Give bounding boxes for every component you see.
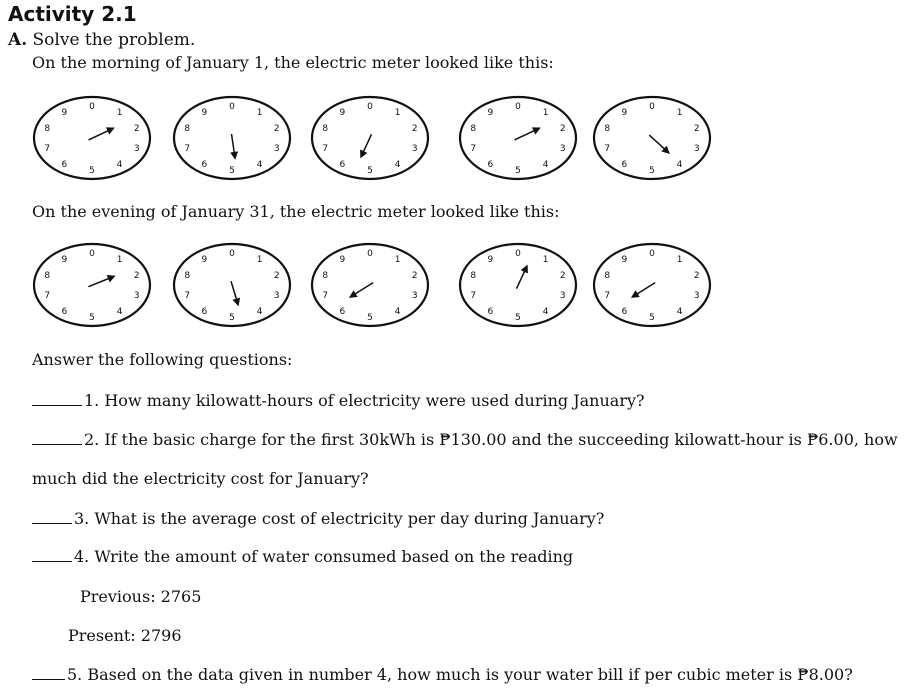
dial-digit: 6 — [339, 159, 346, 170]
dial-digit: 2 — [411, 271, 418, 282]
dial-digit: 5 — [229, 313, 235, 323]
dial-digit: 1 — [676, 255, 683, 266]
dial-digit: 9 — [339, 255, 346, 266]
dial-digit: 4 — [256, 159, 263, 170]
dial-digit: 1 — [116, 255, 123, 266]
dial-digit: 1 — [542, 108, 549, 119]
dial-digit: 1 — [676, 108, 683, 119]
morning-dial-3 — [312, 97, 428, 179]
dial-digit: 9 — [487, 255, 494, 266]
evening-dial-4 — [460, 244, 576, 326]
evening-dial-3 — [312, 244, 428, 326]
dial-digit: 2 — [411, 124, 418, 135]
dial-digit: 4 — [394, 306, 401, 317]
dial-digit: 6 — [339, 306, 346, 317]
dial-digit: 0 — [367, 102, 373, 112]
dial-digit: 6 — [61, 159, 68, 170]
dial-digit: 0 — [229, 102, 235, 112]
dial-digit: 7 — [184, 143, 191, 154]
dial-digit: 7 — [604, 143, 611, 154]
dial-digit: 5 — [649, 313, 655, 323]
dial-digit: 5 — [89, 166, 95, 176]
present-reading: Present: 2796 — [68, 626, 182, 645]
dial-digit: 8 — [184, 271, 191, 282]
dial-digit: 6 — [621, 306, 628, 317]
dial-digit: 6 — [201, 306, 208, 317]
dial-digit: 5 — [515, 166, 521, 176]
dial-digit: 1 — [394, 255, 401, 266]
dial-digit: 2 — [133, 124, 140, 135]
dial-digit: 6 — [201, 159, 208, 170]
question-1-text: 1. How many kilowatt-hours of electricity were used during January? — [84, 391, 645, 410]
morning-dial-4 — [460, 97, 576, 179]
dial-digit: 1 — [256, 255, 263, 266]
evening-dial-5 — [594, 244, 710, 326]
answer-heading: Answer the following questions: — [32, 350, 293, 369]
dial-digit: 3 — [559, 290, 566, 301]
dial-digit: 9 — [61, 255, 68, 266]
dial-digit: 9 — [487, 108, 494, 119]
dial-pointer — [232, 134, 236, 158]
dial-pointer — [633, 283, 656, 297]
dial-digit: 0 — [649, 102, 655, 112]
evening-dial-1 — [34, 244, 150, 326]
dial-digit: 5 — [515, 313, 521, 323]
question-3-text: 3. What is the average cost of electricity per day during January? — [74, 509, 605, 528]
dial-digit: 8 — [322, 271, 329, 282]
dial-digit: 0 — [515, 249, 521, 259]
dial-digit: 7 — [44, 143, 51, 154]
dial-digit: 7 — [470, 143, 477, 154]
dial-digit: 3 — [411, 143, 418, 154]
dial-digit: 4 — [394, 159, 401, 170]
question-5-text: 5. Based on the data given in number 4, how much is your water bill if per cubic meter is ₱8.00? — [67, 665, 853, 684]
dial-digit: 3 — [411, 290, 418, 301]
dial-digit: 9 — [621, 108, 628, 119]
dial-pointer — [231, 281, 238, 304]
question-4-text: 4. Write the amount of water consumed based on the reading — [74, 547, 574, 566]
dial-digit: 7 — [184, 290, 191, 301]
dial-pointer — [517, 266, 527, 288]
dial-digit: 9 — [61, 108, 68, 119]
dial-digit: 2 — [133, 271, 140, 282]
dial-pointer — [515, 128, 540, 140]
dial-digit: 1 — [394, 108, 401, 119]
dial-digit: 9 — [621, 255, 628, 266]
dial-digit: 3 — [693, 290, 700, 301]
dial-digit: 2 — [559, 271, 566, 282]
dial-digit: 7 — [322, 290, 329, 301]
dial-digit: 0 — [649, 249, 655, 259]
dial-digit: 5 — [367, 166, 373, 176]
dial-pointer — [351, 283, 374, 297]
dial-digit: 9 — [201, 108, 208, 119]
dial-digit: 8 — [184, 124, 191, 135]
dial-digit: 4 — [676, 159, 683, 170]
dial-digit: 0 — [229, 249, 235, 259]
dial-digit: 3 — [273, 290, 280, 301]
dial-digit: 4 — [116, 159, 123, 170]
dial-digit: 3 — [273, 143, 280, 154]
dial-digit: 2 — [559, 124, 566, 135]
dial-digit: 8 — [470, 271, 477, 282]
dial-digit: 4 — [116, 306, 123, 317]
dial-digit: 1 — [542, 255, 549, 266]
section-letter: A. — [8, 30, 28, 50]
dial-digit: 5 — [89, 313, 95, 323]
activity-title: Activity 2.1 — [8, 2, 137, 26]
dial-digit: 7 — [604, 290, 611, 301]
dial-digit: 8 — [322, 124, 329, 135]
evening-intro: On the evening of January 31, the electric meter looked like this: — [32, 202, 560, 221]
dial-digit: 6 — [487, 159, 494, 170]
dial-digit: 8 — [604, 271, 611, 282]
evening-dial-2 — [174, 244, 290, 326]
dial-digit: 6 — [61, 306, 68, 317]
dial-digit: 2 — [273, 271, 280, 282]
dial-digit: 3 — [133, 143, 140, 154]
dial-digit: 0 — [89, 249, 95, 259]
dial-digit: 7 — [322, 143, 329, 154]
morning-dial-1 — [34, 97, 150, 179]
previous-reading: Previous: 2765 — [80, 587, 202, 606]
dial-digit: 8 — [44, 271, 51, 282]
dial-digit: 2 — [693, 271, 700, 282]
section-text: Solve the problem. — [32, 30, 196, 50]
dial-pointer — [361, 134, 371, 156]
dial-digit: 4 — [542, 306, 549, 317]
dial-digit: 0 — [89, 102, 95, 112]
dial-digit: 8 — [604, 124, 611, 135]
dial-pointer — [649, 135, 668, 153]
dial-digit: 3 — [133, 290, 140, 301]
dial-digit: 1 — [116, 108, 123, 119]
morning-dial-2 — [174, 97, 290, 179]
dial-digit: 3 — [693, 143, 700, 154]
morning-intro: On the morning of January 1, the electric meter looked like this: — [32, 53, 554, 72]
dial-digit: 7 — [470, 290, 477, 301]
dial-digit: 8 — [44, 124, 51, 135]
dial-digit: 5 — [649, 166, 655, 176]
dial-digit: 4 — [256, 306, 263, 317]
dial-pointer — [89, 128, 114, 140]
dial-digit: 9 — [201, 255, 208, 266]
morning-dial-5 — [594, 97, 710, 179]
dial-digit: 5 — [229, 166, 235, 176]
dial-pointer — [88, 277, 113, 287]
question-2-text: 2. If the basic charge for the first 30kWh is ₱130.00 and the succeeding kilowatt-hour is ₱6.00, how — [84, 430, 898, 449]
dial-digit: 2 — [273, 124, 280, 135]
dial-digit: 4 — [542, 159, 549, 170]
dial-digit: 6 — [487, 306, 494, 317]
dial-digit: 4 — [676, 306, 683, 317]
dial-digit: 0 — [367, 249, 373, 259]
dial-digit: 2 — [693, 124, 700, 135]
dial-digit: 3 — [559, 143, 566, 154]
dial-digit: 6 — [621, 159, 628, 170]
dial-digit: 5 — [367, 313, 373, 323]
dial-digit: 1 — [256, 108, 263, 119]
dial-digit: 7 — [44, 290, 51, 301]
dial-digit: 8 — [470, 124, 477, 135]
question-2-continued: much did the electricity cost for January? — [32, 469, 369, 488]
dial-digit: 9 — [339, 108, 346, 119]
dial-digit: 0 — [515, 102, 521, 112]
